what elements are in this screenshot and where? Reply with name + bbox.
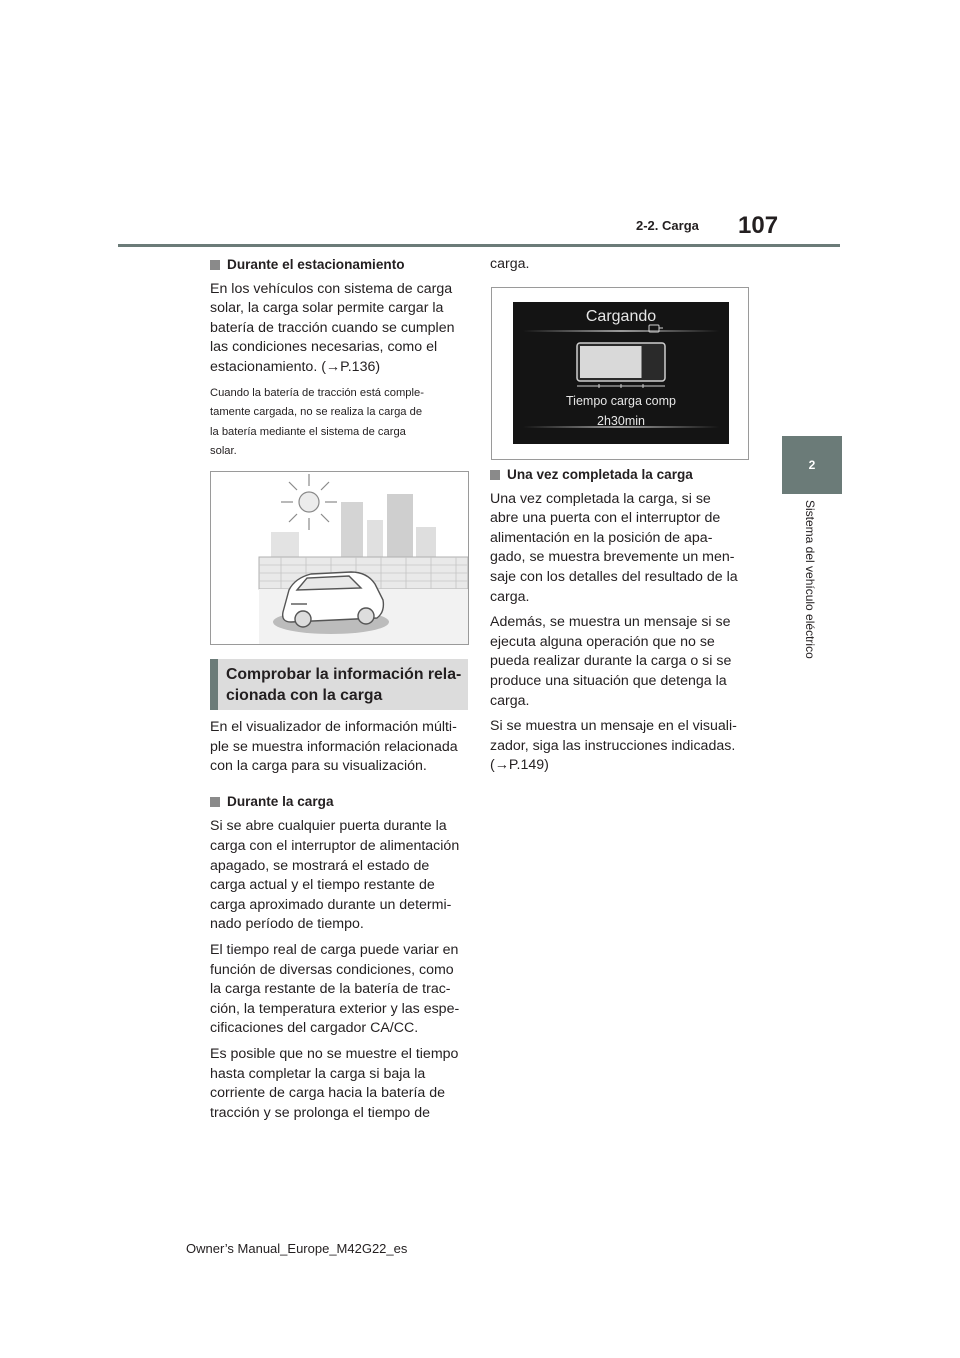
text-line: hasta completar la carga si baja la [210,1065,426,1082]
text-line: alimentación en la posición de apa- [490,529,713,546]
subheading-parking: Durante el estacionamiento [210,255,472,275]
banner-line: Comprobar la información rela- [226,666,462,683]
subheading-done: Una vez completada la carga [490,465,758,485]
chapter-tab [782,436,842,494]
display-figure [491,287,749,460]
banner-line: cionada con la carga [226,687,383,704]
battery-gauge [577,343,665,388]
text-line: En el visualizador de información múlti- [210,719,457,735]
note-paragraph [210,384,472,462]
text-line: Además, se muestra un mensaje si se [490,614,731,631]
text-line: Cuando la batería de tracción está comple- [210,386,424,399]
text-line: carga. [490,692,530,709]
right-column-top [490,255,752,275]
right-column-bottom [490,465,758,776]
text-line: abre una puerta con el interruptor de [490,510,721,527]
chapter-number: 2 [808,458,816,472]
car-icon [283,572,384,627]
text-line: tamente cargada, no se realiza la carga de [210,406,423,419]
text-line: saje con los detalles del resultado de la [490,568,738,585]
text-line: las condiciones necesarias, como el [210,339,438,356]
section-banner [210,659,468,710]
text-line: función de diversas condiciones, como [210,961,454,978]
text-line: carga. [490,588,530,605]
paragraph-charging-3 [210,1045,478,1123]
footer-text: Owner’s Manual_Europe_M42G22_es [186,1241,408,1256]
continuation-text: carga. [490,256,530,272]
display-label: Tiempo carga comp [566,394,676,408]
section-title: 2-2. Carga [636,218,699,233]
paragraph-parking [210,280,472,378]
text-line: carga actual y el tiempo restante de [210,877,435,894]
text-line: solar, la carga solar permite cargar la [210,300,444,317]
display-time: 2h30min [597,414,645,428]
text-line: carga aproximado durante un determi- [210,896,452,913]
sun-icon [281,474,337,530]
solar-charging-illustration [210,471,469,645]
text-line: zador, siga las instrucciones indicadas. [490,737,736,754]
text-line: ple se muestra información relacionada [210,738,458,755]
text-line: nado período de tiempo. [210,916,364,933]
text-line: solar. [210,445,237,458]
text-line: tracción y se prolonga el tiempo de [210,1104,431,1121]
text-line: la carga restante de la batería de trac- [210,981,451,998]
chapter-label: Sistema del vehículo eléctrico [803,500,817,659]
paragraph-done-3 [490,717,758,776]
text-line: produce una situación que detenga la [490,672,727,689]
text-line: corriente de carga hacia la batería de [210,1085,446,1102]
intro-paragraph [210,718,478,777]
left-column-top [210,255,472,462]
paragraph-done-1 [490,490,758,608]
text-line: apagado, se mostrará el estado de [210,857,430,874]
page-reference: estacionamiento. (→P.136) [210,358,381,375]
text-line: El tiempo real de carga puede variar en [210,941,459,958]
multi-information-display [513,302,729,444]
text-line: Si se abre cualquier puerta durante la [210,818,447,835]
text-line: pueda realizar durante la carga o si se [490,653,732,670]
text-line: ción, la temperatura exterior y las espe- [210,1000,460,1017]
text-line: gado, se muestra brevemente un men- [490,549,735,566]
subheading-charging: Durante la carga [210,792,478,812]
paragraph-charging-1 [210,817,478,935]
text-line: batería de tracción cuando se cumplen [210,319,455,336]
paragraph-done-2 [490,613,758,711]
text-line: carga con el interruptor de alimentación [210,837,460,854]
text-line: En los vehículos con sistema de carga [210,280,453,297]
display-title: Cargando [585,308,657,325]
text-line: Si se muestra un mensaje en el visuali- [490,718,737,735]
page-number: 107 [738,212,779,239]
text-line: la batería mediante el sistema de carga [210,425,406,438]
header-rule [118,244,840,247]
text-line: ejecuta alguna operación que no se [490,633,715,650]
paragraph-charging-2 [210,941,478,1039]
chapter-label-vertical [804,500,818,690]
left-column-bottom [210,718,478,1123]
text-line: Es posible que no se muestre el tiempo [210,1045,459,1062]
page-reference: (→P.149) [490,757,549,774]
text-line: Una vez completada la carga, si se [490,490,711,507]
text-line: con la carga para su visualización. [210,758,427,775]
text-line: cificaciones del cargador CA/CC. [210,1020,419,1037]
parked-car-sun-image [211,472,468,644]
